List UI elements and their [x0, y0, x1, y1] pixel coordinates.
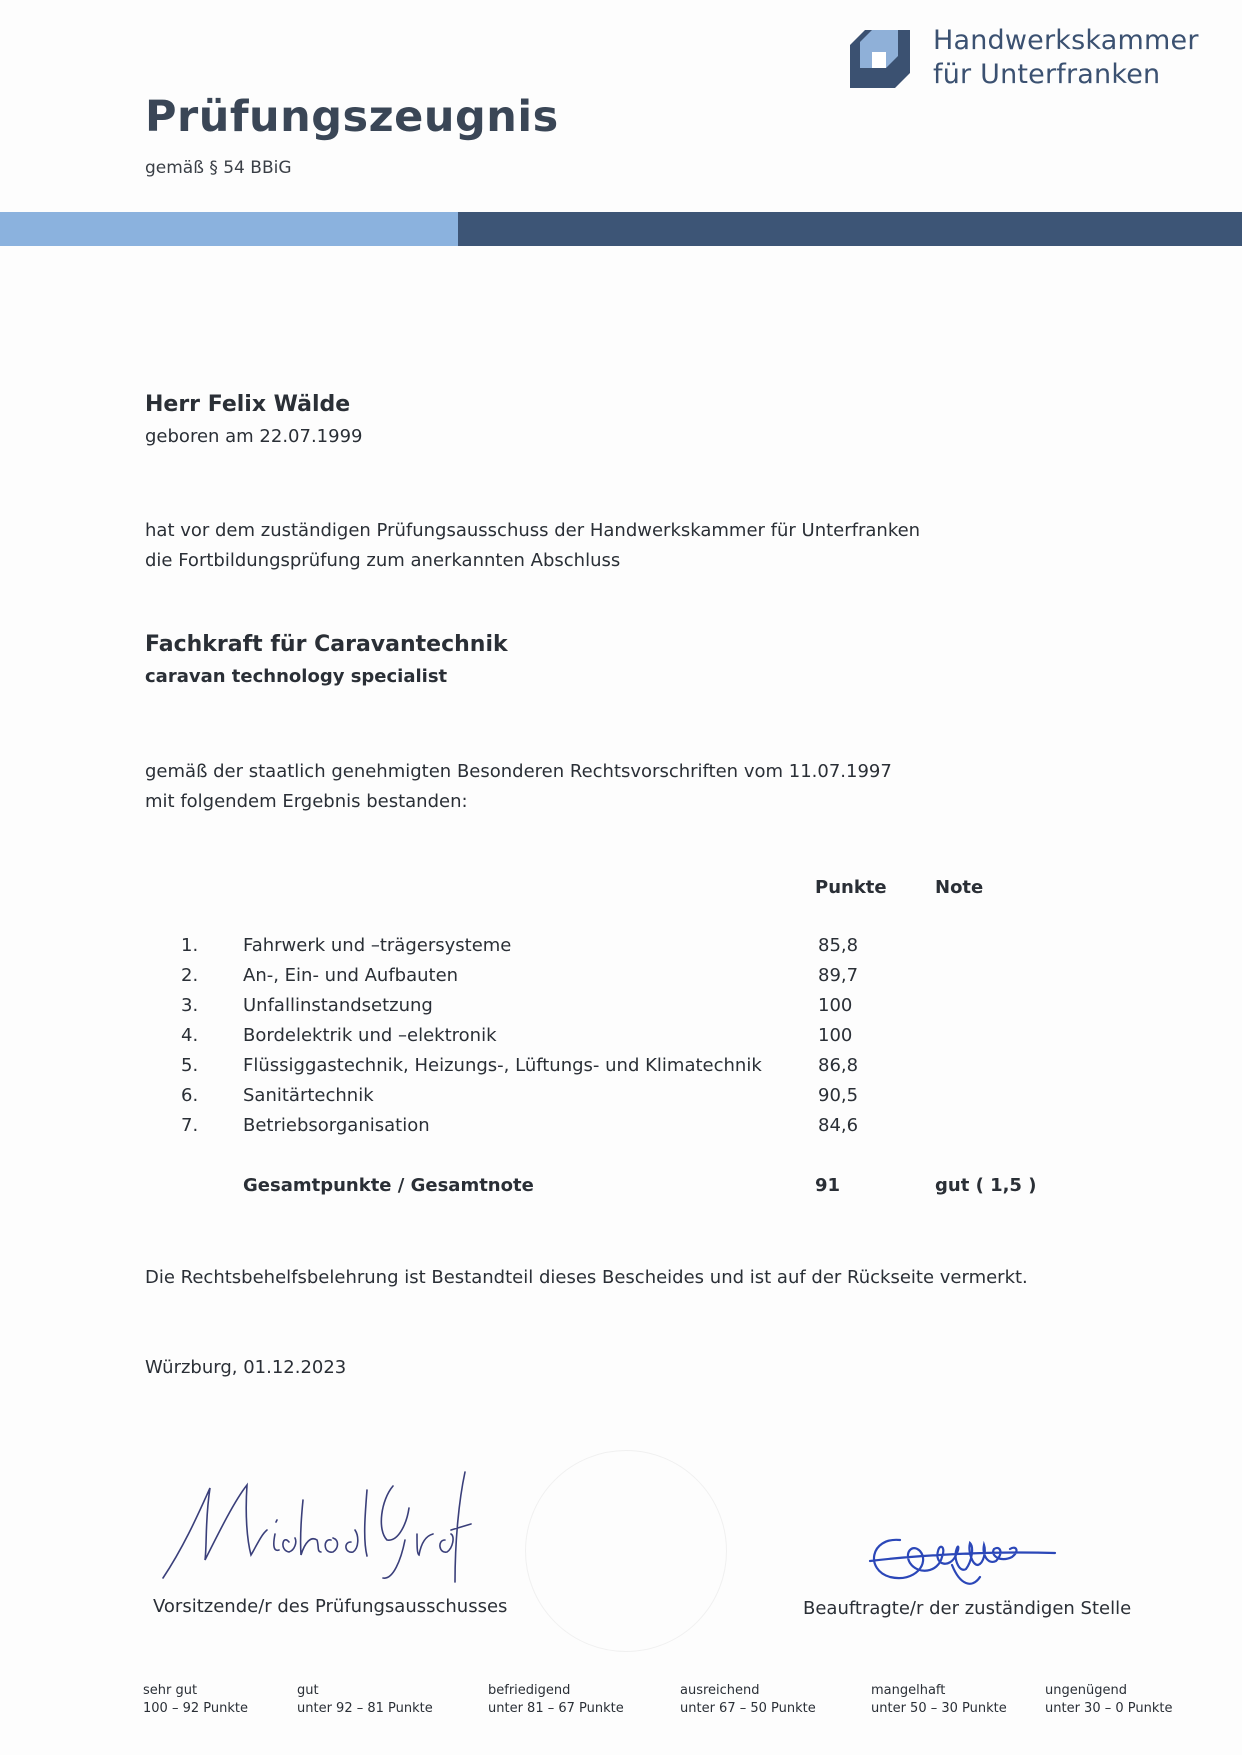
- result-row: [0, 1025, 1242, 1055]
- result-points: 100: [818, 995, 853, 1016]
- official-signature: [860, 1525, 1080, 1600]
- grade-name: ungenügend: [1045, 1683, 1127, 1698]
- grade-scale-item: [297, 1682, 433, 1718]
- chair-signature: [155, 1460, 505, 1585]
- intro-line: die Fortbildungsprüfung zum anerkannten Abschluss: [145, 550, 621, 571]
- result-points: 90,5: [818, 1085, 859, 1106]
- organization-name-line: für Unterfranken: [933, 59, 1161, 90]
- result-row: [0, 1085, 1242, 1115]
- grade-range: unter 50 – 30 Punkte: [871, 1701, 1007, 1716]
- place-date: Würzburg, 01.12.2023: [145, 1357, 347, 1378]
- official-role-label: Beauftragte/r der zuständigen Stelle: [803, 1598, 1132, 1619]
- result-row: [0, 1055, 1242, 1085]
- embossed-seal: [525, 1450, 727, 1652]
- result-points: 100: [818, 1025, 853, 1046]
- result-points: 86,8: [818, 1055, 859, 1076]
- result-subject: Fahrwerk und –trägersysteme: [243, 935, 512, 956]
- result-number: 4.: [181, 1025, 199, 1046]
- grade-scale-item: [488, 1682, 624, 1718]
- grade-scale-item: [1045, 1682, 1172, 1718]
- grade-range: unter 81 – 67 Punkte: [488, 1701, 624, 1716]
- legal-notice: Die Rechtsbehelfsbelehrung ist Bestandteil dieses Bescheides und ist auf der Rückseite vermerkt.: [145, 1267, 1028, 1288]
- header-band-light: [0, 212, 458, 246]
- grade-name: sehr gut: [143, 1683, 198, 1698]
- result-row: [0, 935, 1242, 965]
- grade-range: unter 92 – 81 Punkte: [297, 1701, 433, 1716]
- result-number: 7.: [181, 1115, 199, 1136]
- basis-line: gemäß der staatlich genehmigten Besonderen Rechtsvorschriften vom 11.07.1997: [145, 761, 892, 782]
- grade-name: gut: [297, 1683, 319, 1698]
- qualification-title: Fachkraft für Caravantechnik: [145, 632, 508, 657]
- grade-name: ausreichend: [680, 1683, 760, 1698]
- organization-name-line: Handwerkskammer: [933, 25, 1199, 56]
- organization-name: [933, 24, 1199, 92]
- intro-text: [145, 516, 920, 576]
- result-row: [0, 965, 1242, 995]
- header-band-dark: [458, 212, 1242, 246]
- result-number: 5.: [181, 1055, 199, 1076]
- grade-range: 100 – 92 Punkte: [143, 1701, 248, 1716]
- result-points: 84,6: [818, 1115, 859, 1136]
- chair-role-label: Vorsitzende/r des Prüfungsausschusses: [153, 1596, 508, 1617]
- grade-scale-item: [143, 1682, 248, 1718]
- result-subject: Unfallinstandsetzung: [243, 995, 433, 1016]
- grade-range: unter 30 – 0 Punkte: [1045, 1701, 1173, 1716]
- grade-scale-item: [680, 1682, 816, 1718]
- total-label: Gesamtpunkte / Gesamtnote: [243, 1175, 534, 1196]
- basis-line: mit folgendem Ergebnis bestanden:: [145, 791, 468, 812]
- candidate-name: Herr Felix Wälde: [145, 392, 351, 417]
- result-subject: Sanitärtechnik: [243, 1085, 374, 1106]
- result-number: 2.: [181, 965, 199, 986]
- chamber-logo-icon: [850, 30, 910, 88]
- result-subject: Bordelektrik und –elektronik: [243, 1025, 497, 1046]
- result-number: 6.: [181, 1085, 199, 1106]
- result-subject: Betriebsorganisation: [243, 1115, 430, 1136]
- intro-line: hat vor dem zuständigen Prüfungsausschuss der Handwerkskammer für Unterfranken: [145, 520, 921, 541]
- grade-range: unter 67 – 50 Punkte: [680, 1701, 816, 1716]
- column-header-points: Punkte: [815, 877, 887, 898]
- total-points: 91: [815, 1175, 841, 1196]
- legal-basis-subtitle: gemäß § 54 BBiG: [145, 158, 292, 178]
- grade-name: befriedigend: [488, 1683, 571, 1698]
- total-grade: gut ( 1,5 ): [935, 1175, 1037, 1196]
- column-header-grade: Note: [935, 877, 984, 898]
- result-points: 85,8: [818, 935, 859, 956]
- grade-scale-item: [871, 1682, 1007, 1718]
- grade-name: mangelhaft: [871, 1683, 946, 1698]
- result-number: 1.: [181, 935, 199, 956]
- result-subject: An-, Ein- und Aufbauten: [243, 965, 459, 986]
- candidate-birthdate: geboren am 22.07.1999: [145, 426, 363, 447]
- result-subject: Flüssiggastechnik, Heizungs-, Lüftungs- und Klimatechnik: [243, 1055, 762, 1076]
- result-row: [0, 1115, 1242, 1145]
- legal-basis-text: [145, 757, 892, 817]
- qualification-title-en: caravan technology specialist: [145, 666, 448, 687]
- result-points: 89,7: [818, 965, 859, 986]
- result-number: 3.: [181, 995, 199, 1016]
- result-row: [0, 995, 1242, 1025]
- page-title: Prüfungszeugnis: [145, 92, 559, 142]
